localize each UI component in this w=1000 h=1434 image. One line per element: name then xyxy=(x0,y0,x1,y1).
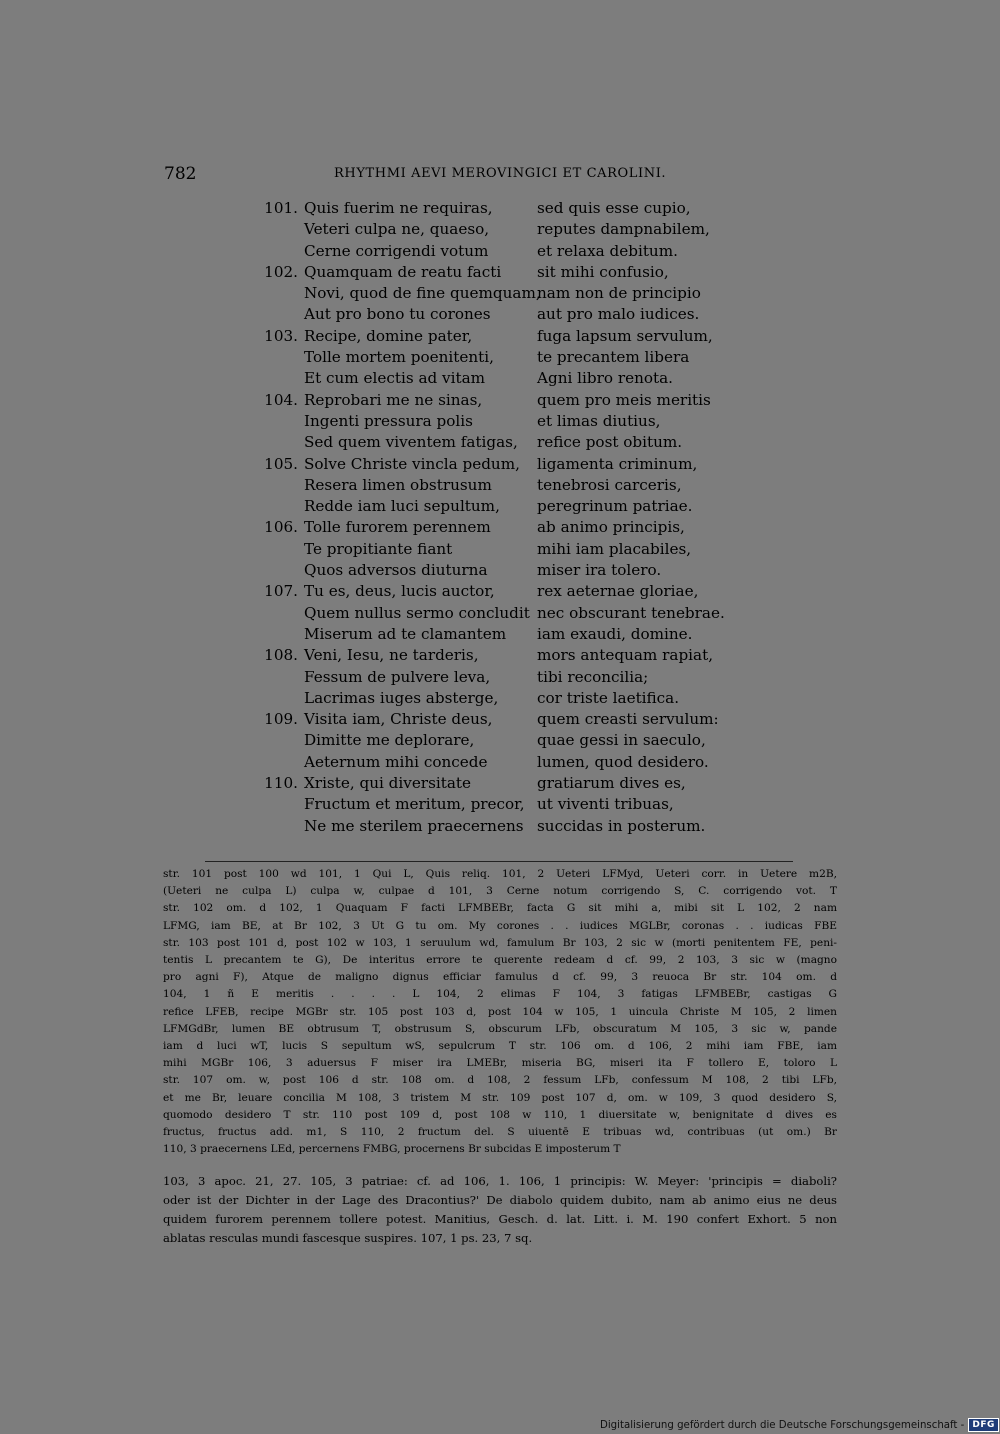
apparatus-line: LFMG, iam BE, at Br 102, 3 Ut G tu om. My corones . . iudices MGLBr, coronas . . iudicas FBE xyxy=(163,919,837,932)
verse-first-half: Reprobari me ne sinas, xyxy=(304,390,483,409)
commentary-line: ablatas resculas mundi fascesque suspires. 107, 1 ps. 23, 7 sq. xyxy=(163,1231,533,1245)
apparatus-line: quomodo desidero T str. 110 post 109 d, post 108 w 110, 1 diuersitate w, benignitate d dives es xyxy=(163,1108,837,1121)
apparatus-line: 104, 1 ñ E meritis . . . . L 104, 2 elimas F 104, 3 fatigas LFMBEBr, castigas G xyxy=(163,988,837,1001)
stanza-number xyxy=(262,241,302,262)
verse-first-half: Xriste, qui diversitate xyxy=(304,774,471,793)
verse-second-half: lumen, quod desidero. xyxy=(537,752,709,771)
stanza-number xyxy=(262,794,302,815)
stanza-number xyxy=(262,667,302,688)
verse-second-half: nam non de principio xyxy=(537,284,701,303)
verse-second-half: cor triste laetifica. xyxy=(537,688,680,707)
stanza xyxy=(262,390,742,454)
stanza-number: 103. xyxy=(264,326,298,345)
stanza xyxy=(262,709,742,773)
verse-second-half: gratiarum dives es, xyxy=(537,774,686,793)
verse-line xyxy=(262,688,742,709)
commentary-line: oder ist der Dichter in der Lage des Dracontius?' De diabolo quidem dubito, nam ab animo eius ne deus xyxy=(163,1193,837,1207)
verse-line xyxy=(262,752,742,773)
verse-line xyxy=(262,730,742,751)
stanza-number xyxy=(262,432,302,453)
apparatus-line: str. 103 post 101 d, post 102 w 103, 1 seruulum wd, famulum Br 103, 2 sic w (morti penitentem FE, peni- xyxy=(163,936,837,949)
stanza-number xyxy=(262,368,302,389)
commentary-line: 103, 3 apoc. 21, 27. 105, 3 patriae: cf. ad 106, 1. 106, 1 principis: W. Meyer: 'principis = diaboli? xyxy=(163,1174,837,1188)
verse-second-half: aut pro malo iudices. xyxy=(537,305,700,324)
stanza-number: 108. xyxy=(264,646,298,665)
stanza xyxy=(262,454,742,518)
verse-first-half: Quamquam de reatu facti xyxy=(304,262,502,281)
verse-line xyxy=(262,773,742,794)
verse-second-half: quae gessi in saeculo, xyxy=(537,731,706,750)
apparatus-line: fructus, fructus add. m1, S 110, 2 fructum del. S uiuentē E tribuas wd, contribuas (ut om.) Br xyxy=(163,1126,837,1139)
verse-first-half: Veteri culpa ne, quaeso, xyxy=(304,220,490,239)
verse-second-half: miser ira tolero. xyxy=(537,561,662,580)
verse-first-half: Tolle furorem perennem xyxy=(304,518,491,537)
verse-first-half: Tu es, deus, lucis auctor, xyxy=(304,582,495,601)
verse-second-half: ligamenta criminum, xyxy=(537,454,698,473)
verse-second-half: reputes dampnabilem, xyxy=(537,220,710,239)
stanza-number xyxy=(262,603,302,624)
verse-second-half: peregrinum patriae. xyxy=(537,497,693,516)
verse-first-half: Ne me sterilem praecernens xyxy=(304,816,524,835)
apparatus-line: pro agni F), Atque de maligno dignus efficiar famulus d cf. 99, 3 reuoca Br str. 104 om. d xyxy=(163,971,837,984)
verse-line xyxy=(262,496,742,517)
stanza-number xyxy=(262,624,302,645)
stanza xyxy=(262,773,742,837)
stanza-number xyxy=(262,752,302,773)
verse-second-half: tibi reconcilia; xyxy=(537,667,649,686)
verse-line xyxy=(262,347,742,368)
stanza-number xyxy=(262,539,302,560)
digitization-credit xyxy=(600,1418,999,1432)
apparatus-line: mihi MGBr 106, 3 aduersus F miser ira LMEBr, miseria BG, miseri ita F tollero E, toloro L xyxy=(163,1057,837,1070)
verse-line xyxy=(262,283,742,304)
page-header xyxy=(164,164,804,186)
verse-first-half: Cerne corrigendi votum xyxy=(304,241,489,260)
verse-second-half: nec obscurant tenebrae. xyxy=(537,603,725,622)
verse-line xyxy=(262,475,742,496)
apparatus-line: (Ueteri ne culpa L) culpa w, culpae d 101, 3 Cerne notum corrigendo S, C. corrigendo vot. T xyxy=(163,885,837,898)
verse-first-half: Fructum et meritum, precor, xyxy=(304,795,525,814)
critical-apparatus xyxy=(163,866,837,1158)
verse-line xyxy=(262,517,742,538)
stanza-number: 110. xyxy=(264,774,298,793)
stanza-number: 109. xyxy=(264,710,298,729)
verse-first-half: Et cum electis ad vitam xyxy=(304,369,486,388)
apparatus-line: tentis L precantem te G), De interitus errore te querente redeam d cf. 99, 2 103, 3 sic w (magno xyxy=(163,954,837,967)
verse-first-half: Recipe, domine pater, xyxy=(304,326,473,345)
verse-second-half: ut viventi tribuas, xyxy=(537,795,674,814)
verse-first-half: Aut pro bono tu corones xyxy=(304,305,491,324)
verse-first-half: Sed quem viventem fatigas, xyxy=(304,433,518,452)
verse-line xyxy=(262,454,742,475)
stanza-number xyxy=(262,560,302,581)
stanza xyxy=(262,262,742,326)
stanza-number xyxy=(262,347,302,368)
verse-first-half: Tolle mortem poenitenti, xyxy=(304,348,494,367)
verse-second-half: mihi iam placabiles, xyxy=(537,539,692,558)
verse-line xyxy=(262,624,742,645)
verse-line xyxy=(262,262,742,283)
verse-line xyxy=(262,411,742,432)
verse-second-half: succidas in posterum. xyxy=(537,816,706,835)
verse-first-half: Veni, Iesu, ne tarderis, xyxy=(304,646,479,665)
verse-second-half: mors antequam rapiat, xyxy=(537,646,714,665)
verse-line xyxy=(262,667,742,688)
verse-second-half: ab animo principis, xyxy=(537,518,685,537)
stanza-number: 101. xyxy=(264,199,298,217)
apparatus-line: refice LFEB, recipe MGBr str. 105 post 103 d, post 104 w 105, 1 uincula Christe M 105, 2 limen xyxy=(163,1005,837,1018)
apparatus-line: iam d luci wT, lucis S sepultum wS, sepulcrum T str. 106 om. d 106, 2 mihi iam FBE, iam xyxy=(163,1040,837,1053)
verse-line xyxy=(262,603,742,624)
stanza-number: 106. xyxy=(264,518,298,537)
verse-line xyxy=(262,432,742,453)
footnote-divider xyxy=(205,861,793,862)
poem-stanzas xyxy=(262,198,742,837)
verse-second-half: refice post obitum. xyxy=(537,433,683,452)
verse-first-half: Solve Christe vincla pedum, xyxy=(304,454,520,473)
verse-second-half: sed quis esse cupio, xyxy=(537,199,691,217)
commentary-line: quidem furorem perennem tollere potest. Manitius, Gesch. d. lat. Litt. i. M. 190 confert Exhort. 5 non xyxy=(163,1212,837,1226)
verse-line xyxy=(262,390,742,411)
verse-second-half: rex aeternae gloriae, xyxy=(537,582,699,601)
apparatus-line: str. 107 om. w, post 106 d str. 108 om. d 108, 2 fessum LFb, confessum M 108, 2 tibi LFb, xyxy=(163,1074,837,1087)
verse-line xyxy=(262,198,742,219)
verse-line xyxy=(262,539,742,560)
stanza-number: 107. xyxy=(264,582,298,601)
running-title: RHYTHMI AEVI MEROVINGICI ET CAROLINI. xyxy=(334,166,667,181)
stanza-number xyxy=(262,283,302,304)
verse-first-half: Te propitiante fiant xyxy=(304,539,453,558)
apparatus-line: et me Br, leuare concilia M 108, 3 tristem M str. 109 post 107 d, om. w 109, 3 quod desidero S, xyxy=(163,1091,837,1104)
verse-line xyxy=(262,241,742,262)
verse-line xyxy=(262,794,742,815)
apparatus-line: str. 102 om. d 102, 1 Quaquam F facti LFMBEBr, facta G sit mihi a, mibi sit L 102, 2 nam xyxy=(163,902,837,915)
verse-second-half: et limas diutius, xyxy=(537,411,661,430)
verse-line xyxy=(262,645,742,666)
stanza-number xyxy=(262,816,302,837)
stanza xyxy=(262,581,742,645)
verse-second-half: tenebrosi carceris, xyxy=(537,475,682,494)
verse-first-half: Fessum de pulvere leva, xyxy=(304,667,491,686)
verse-second-half: iam exaudi, domine. xyxy=(537,624,693,643)
verse-first-half: Quis fuerim ne requiras, xyxy=(304,199,493,217)
stanza-number xyxy=(262,688,302,709)
stanza xyxy=(262,198,742,262)
apparatus-line: 110, 3 praecernens LEd, percernens FMBG, procernens Br subcidas E imposterum T xyxy=(163,1143,621,1156)
apparatus-line: LFMGdBr, lumen BE obtrusum T, obstrusum S, obscurum LFb, obscuratum M 105, 3 sic w, pande xyxy=(163,1022,837,1035)
apparatus-line: str. 101 post 100 wd 101, 1 Qui L, Quis reliq. 101, 2 Ueteri LFMyd, Ueteri corr. in Uetere m2B, xyxy=(163,868,837,880)
verse-first-half: Resera limen obstrusum xyxy=(304,475,492,494)
verse-line xyxy=(262,304,742,325)
verse-first-half: Novi, quod de fine quemquam, xyxy=(304,284,541,303)
verse-second-half: Agni libro renota. xyxy=(537,369,673,388)
stanza-number xyxy=(262,496,302,517)
dfg-logo: DFG xyxy=(968,1418,999,1432)
stanza xyxy=(262,645,742,709)
verse-first-half: Redde iam luci sepultum, xyxy=(304,497,500,516)
stanza-number xyxy=(262,730,302,751)
verse-second-half: quem pro meis meritis xyxy=(537,390,711,409)
stanza-number: 104. xyxy=(264,390,298,409)
page-number: 782 xyxy=(164,164,197,184)
stanza-number: 105. xyxy=(264,454,298,473)
stanza-number xyxy=(262,411,302,432)
credit-text: Digitalisierung gefördert durch die Deutsche Forschungsgemeinschaft - xyxy=(600,1419,965,1431)
stanza xyxy=(262,517,742,581)
verse-line xyxy=(262,709,742,730)
verse-first-half: Dimitte me deplorare, xyxy=(304,731,475,750)
stanza xyxy=(262,326,742,390)
verse-line xyxy=(262,368,742,389)
verse-second-half: sit mihi confusio, xyxy=(537,262,669,281)
verse-first-half: Visita iam, Christe deus, xyxy=(304,710,493,729)
verse-first-half: Aeternum mihi concede xyxy=(304,752,488,771)
stanza-number xyxy=(262,304,302,325)
verse-line xyxy=(262,581,742,602)
verse-line xyxy=(262,326,742,347)
verse-first-half: Ingenti pressura polis xyxy=(304,411,473,430)
verse-second-half: quem creasti servulum: xyxy=(537,710,719,729)
verse-first-half: Quem nullus sermo concludit xyxy=(304,603,530,622)
commentary-notes xyxy=(163,1172,837,1248)
verse-second-half: te precantem libera xyxy=(537,348,690,367)
verse-second-half: fuga lapsum servulum, xyxy=(537,326,713,345)
stanza-number xyxy=(262,219,302,240)
stanza-number xyxy=(262,475,302,496)
verse-first-half: Lacrimas iuges absterge, xyxy=(304,688,499,707)
verse-second-half: et relaxa debitum. xyxy=(537,241,678,260)
verse-line xyxy=(262,560,742,581)
stanza-number: 102. xyxy=(264,262,298,281)
verse-line xyxy=(262,219,742,240)
verse-first-half: Quos adversos diuturna xyxy=(304,561,488,580)
verse-line xyxy=(262,816,742,837)
verse-first-half: Miserum ad te clamantem xyxy=(304,624,507,643)
